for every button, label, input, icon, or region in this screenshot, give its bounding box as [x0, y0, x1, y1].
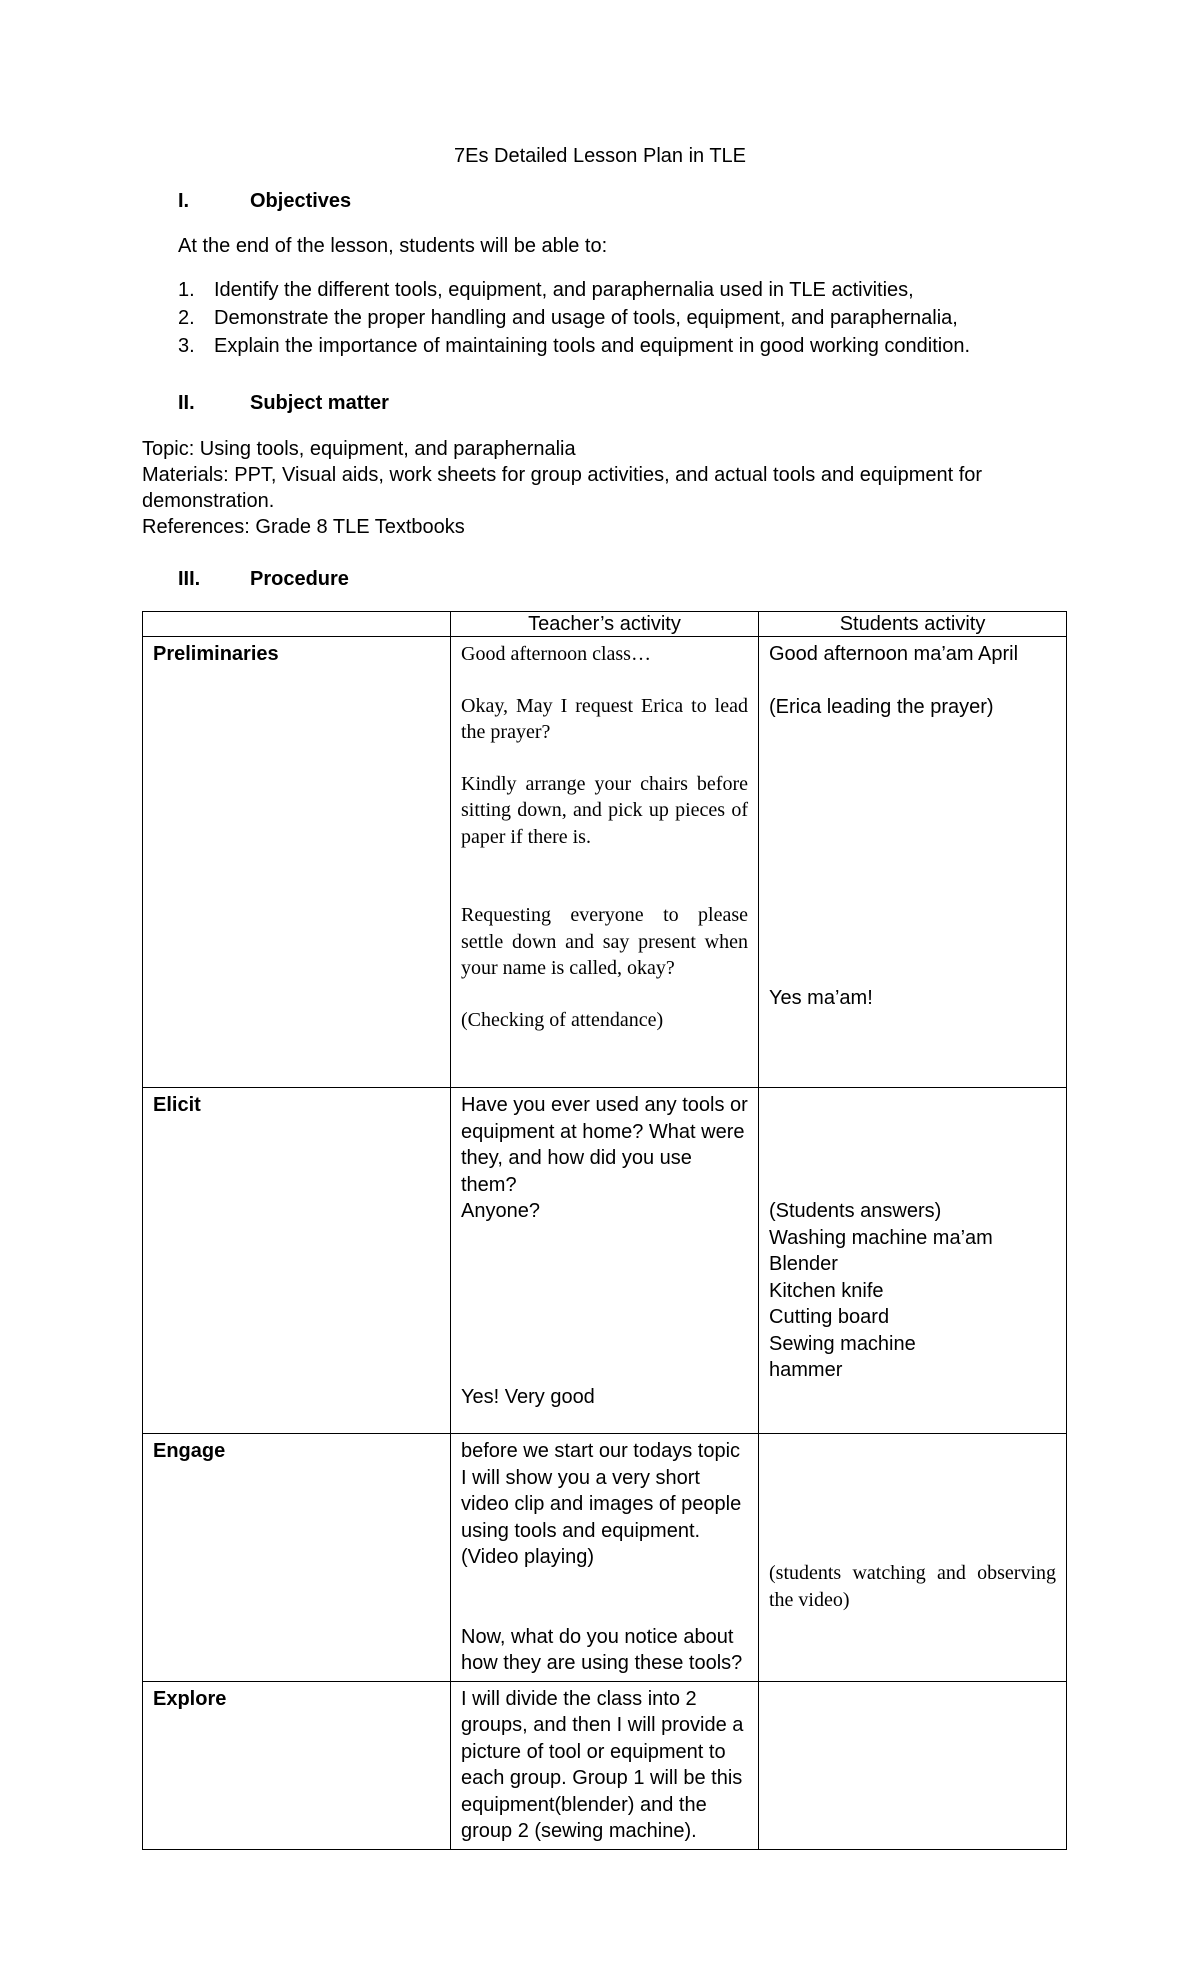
teacher-line: Anyone?	[461, 1200, 540, 1222]
teacher-line: (Checking of attendance)	[461, 1008, 664, 1031]
teacher-activity-cell	[451, 1088, 759, 1434]
teacher-activity-cell	[451, 1681, 759, 1849]
objective-number: 1.	[178, 279, 195, 301]
header-teacher-activity: Teacher’s activity	[451, 612, 759, 637]
teacher-line: Yes! Very good	[461, 1385, 595, 1408]
phase-label: Preliminaries	[153, 643, 279, 665]
section-number-subject-matter: II.	[178, 392, 195, 414]
phase-label: Explore	[153, 1687, 227, 1710]
teacher-line: Requesting everyone to please settle down and say present when your name is called, okay?	[461, 904, 748, 979]
teacher-line: I will divide the class into 2 groups, and then I will provide a picture of tool or equipment to each group. Group 1 will be this equipment(blender) and the group 2 (sewing machine).	[461, 1687, 744, 1842]
student-line: (Students answers)	[769, 1200, 942, 1222]
students-activity-cell	[759, 1434, 1067, 1682]
subject-references: References: Grade 8 TLE Textbooks	[142, 516, 465, 538]
subject-materials-line-2: demonstration.	[142, 490, 275, 512]
student-line: Kitchen knife	[769, 1279, 884, 1302]
students-activity-cell	[759, 637, 1067, 1088]
student-line: (Erica leading the prayer)	[769, 695, 994, 718]
table-row	[143, 637, 1067, 1088]
phase-label: Engage	[153, 1440, 226, 1462]
student-line: (students watching and observing the video)	[769, 1562, 1056, 1611]
objective-item	[178, 277, 1078, 303]
section-title-procedure: Procedure	[250, 568, 349, 590]
table-header-row	[143, 612, 1067, 637]
objective-number: 2.	[178, 307, 195, 329]
objective-text: Demonstrate the proper handling and usage of tools, equipment, and paraphernalia,	[214, 307, 958, 329]
document-title: 7Es Detailed Lesson Plan in TLE	[453, 145, 747, 167]
section-title-objectives: Objectives	[250, 190, 352, 212]
table-row	[143, 1088, 1067, 1434]
students-activity-cell	[759, 1681, 1067, 1849]
student-line: hammer	[769, 1359, 843, 1381]
table-row	[143, 1434, 1067, 1682]
subject-topic: Topic: Using tools, equipment, and paraphernalia	[142, 438, 576, 460]
section-number-objectives: I.	[178, 190, 190, 212]
teacher-line: before we start our todays topic I will show you a very short video clip and images of people using tools and equipment.	[461, 1440, 742, 1542]
objective-text: Explain the importance of maintaining tools and equipment in good working condition.	[214, 335, 971, 357]
objective-item	[178, 305, 1078, 331]
section-title-subject-matter: Subject matter	[250, 392, 389, 414]
teacher-line: Kindly arrange your chairs before sitting down, and pick up pieces of paper if there is.	[461, 772, 748, 848]
student-line: Yes ma’am!	[769, 987, 873, 1009]
teacher-line: Now, what do you notice about how they are using these tools?	[461, 1625, 743, 1674]
student-line: Washing machine ma’am	[769, 1226, 993, 1249]
student-line: Cutting board	[769, 1306, 890, 1328]
student-line: Sewing machine	[769, 1332, 916, 1355]
section-number-procedure: III.	[178, 568, 201, 590]
teacher-line: (Video playing)	[461, 1546, 595, 1568]
teacher-activity-cell	[451, 637, 759, 1088]
objective-text: Identify the different tools, equipment, and paraphernalia used in TLE activities,	[214, 279, 914, 301]
teacher-line: Okay, May I request Erica to lead the prayer?	[461, 694, 748, 743]
phase-label: Elicit	[153, 1094, 201, 1116]
student-line: Good afternoon ma’am April	[769, 643, 1019, 665]
header-phase	[143, 612, 451, 637]
teacher-activity-cell	[451, 1434, 759, 1682]
teacher-line: Good afternoon class…	[461, 643, 651, 665]
teacher-line: Have you ever used any tools or equipment at home? What were they, and how did you use them?	[461, 1094, 748, 1196]
objective-item	[178, 333, 1078, 359]
students-activity-cell	[759, 1088, 1067, 1434]
subject-materials-line-1: Materials: PPT, Visual aids, work sheets for group activities, and actual tools and equipment for	[142, 464, 983, 486]
procedure-table	[142, 611, 1067, 1850]
header-students-activity: Students activity	[759, 612, 1067, 637]
objective-number: 3.	[178, 335, 195, 357]
table-row	[143, 1681, 1067, 1849]
objectives-intro: At the end of the lesson, students will be able to:	[178, 235, 608, 257]
student-line: Blender	[769, 1253, 838, 1275]
